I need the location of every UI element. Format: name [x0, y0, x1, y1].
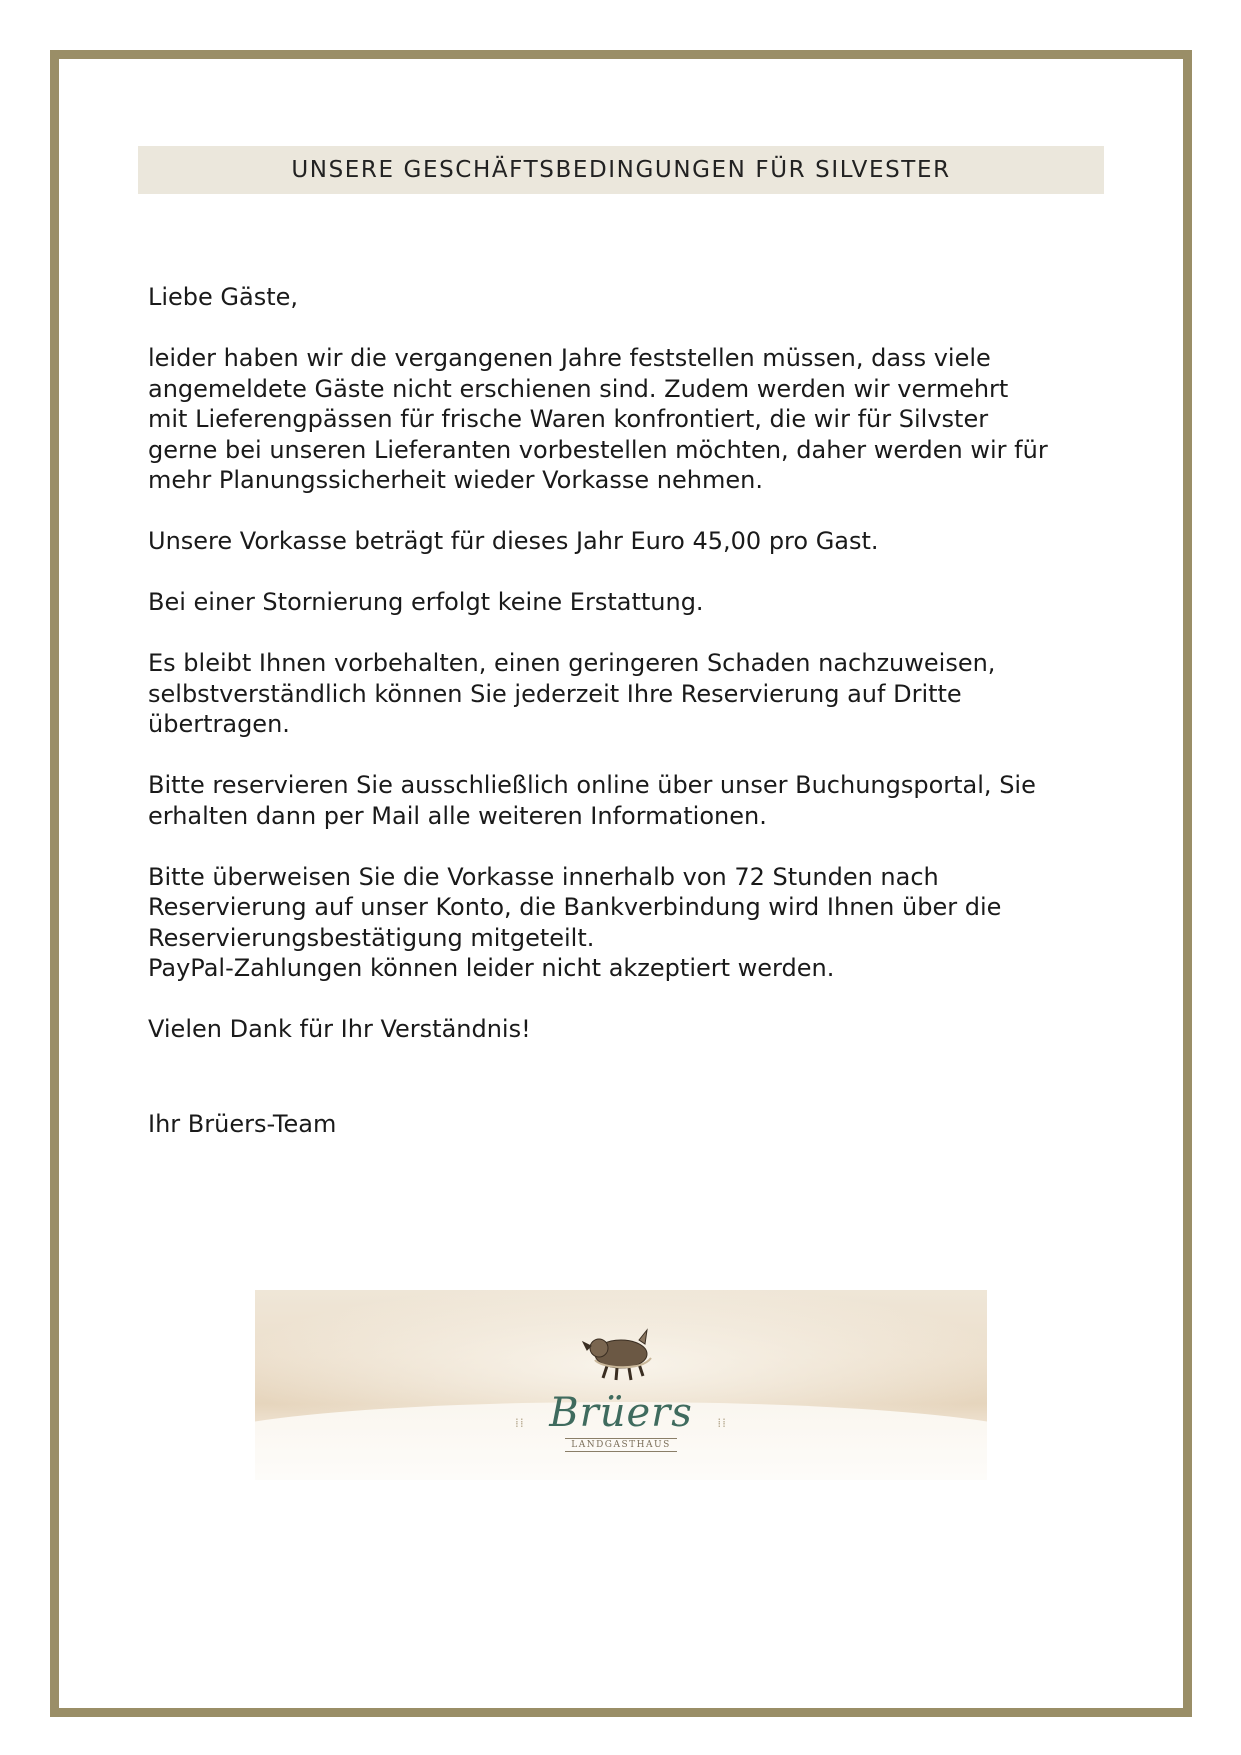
damage-line: selbstverständlich können Sie jederzeit Ihre Reservierung auf Dritte	[148, 679, 962, 708]
intro-line: angemeldete Gäste nicht erschienen sind. Zudem werden wir vermehrt	[148, 374, 1009, 403]
page-title: UNSERE GESCHÄFTSBEDINGUNGEN FÜR SILVESTER	[291, 157, 951, 183]
intro-line: gerne bei unseren Lieferanten vorbestellen möchten, daher werden wir für	[148, 435, 1048, 464]
transfer-line: Bitte überweisen Sie die Vorkasse innerhalb von 72 Stunden nach	[148, 862, 939, 891]
page-title-bar	[138, 146, 1104, 194]
decorative-dots-icon: ⁞⁞	[717, 1416, 727, 1430]
letter-body	[148, 282, 1108, 1075]
booking-line: erhalten dann per Mail alle weiteren Informationen.	[148, 801, 767, 830]
salutation: Liebe Gäste,	[148, 283, 299, 311]
booking-line: Bitte reservieren Sie ausschließlich online über unser Buchungsportal, Sie	[148, 771, 1036, 799]
brand-logo	[515, 1318, 727, 1450]
logo-subtitle: LANDGASTHAUS	[565, 1438, 677, 1452]
intro-line: mit Lieferengpässen für frische Waren konfrontiert, die wir für Silvster	[148, 405, 989, 433]
intro-paragraph	[148, 343, 1108, 496]
thanks-paragraph: Vielen Dank für Ihr Verständnis!	[148, 1015, 531, 1043]
transfer-line: PayPal-Zahlungen können leider nicht akzeptiert werden.	[148, 954, 835, 982]
damage-line: übertragen.	[148, 710, 290, 738]
decorative-dots-icon: ⁞⁞	[515, 1416, 525, 1430]
prepayment-paragraph: Unsere Vorkasse beträgt für dieses Jahr Euro 45,00 pro Gast.	[148, 527, 879, 555]
damage-paragraph	[148, 648, 1108, 740]
booking-paragraph	[148, 770, 1108, 831]
intro-line: mehr Planungssicherheit wieder Vorkasse nehmen.	[148, 466, 763, 494]
boar-crest-icon	[521, 1318, 721, 1398]
signature: Ihr Brüers-Team	[148, 1110, 337, 1138]
intro-line: leider haben wir die vergangenen Jahre feststellen müssen, dass viele	[148, 344, 991, 372]
logo-banner	[255, 1290, 987, 1480]
damage-line: Es bleibt Ihnen vorbehalten, einen geringeren Schaden nachzuweisen,	[148, 649, 996, 677]
cancellation-paragraph: Bei einer Stornierung erfolgt keine Erstattung.	[148, 588, 704, 616]
logo-wordmark: Brüers	[549, 1390, 693, 1436]
transfer-line: Reservierung auf unser Konto, die Bankverbindung wird Ihnen über die	[148, 893, 1002, 921]
transfer-line: Reservierungsbestätigung mitgeteilt.	[148, 923, 595, 952]
transfer-paragraph	[148, 862, 1108, 984]
